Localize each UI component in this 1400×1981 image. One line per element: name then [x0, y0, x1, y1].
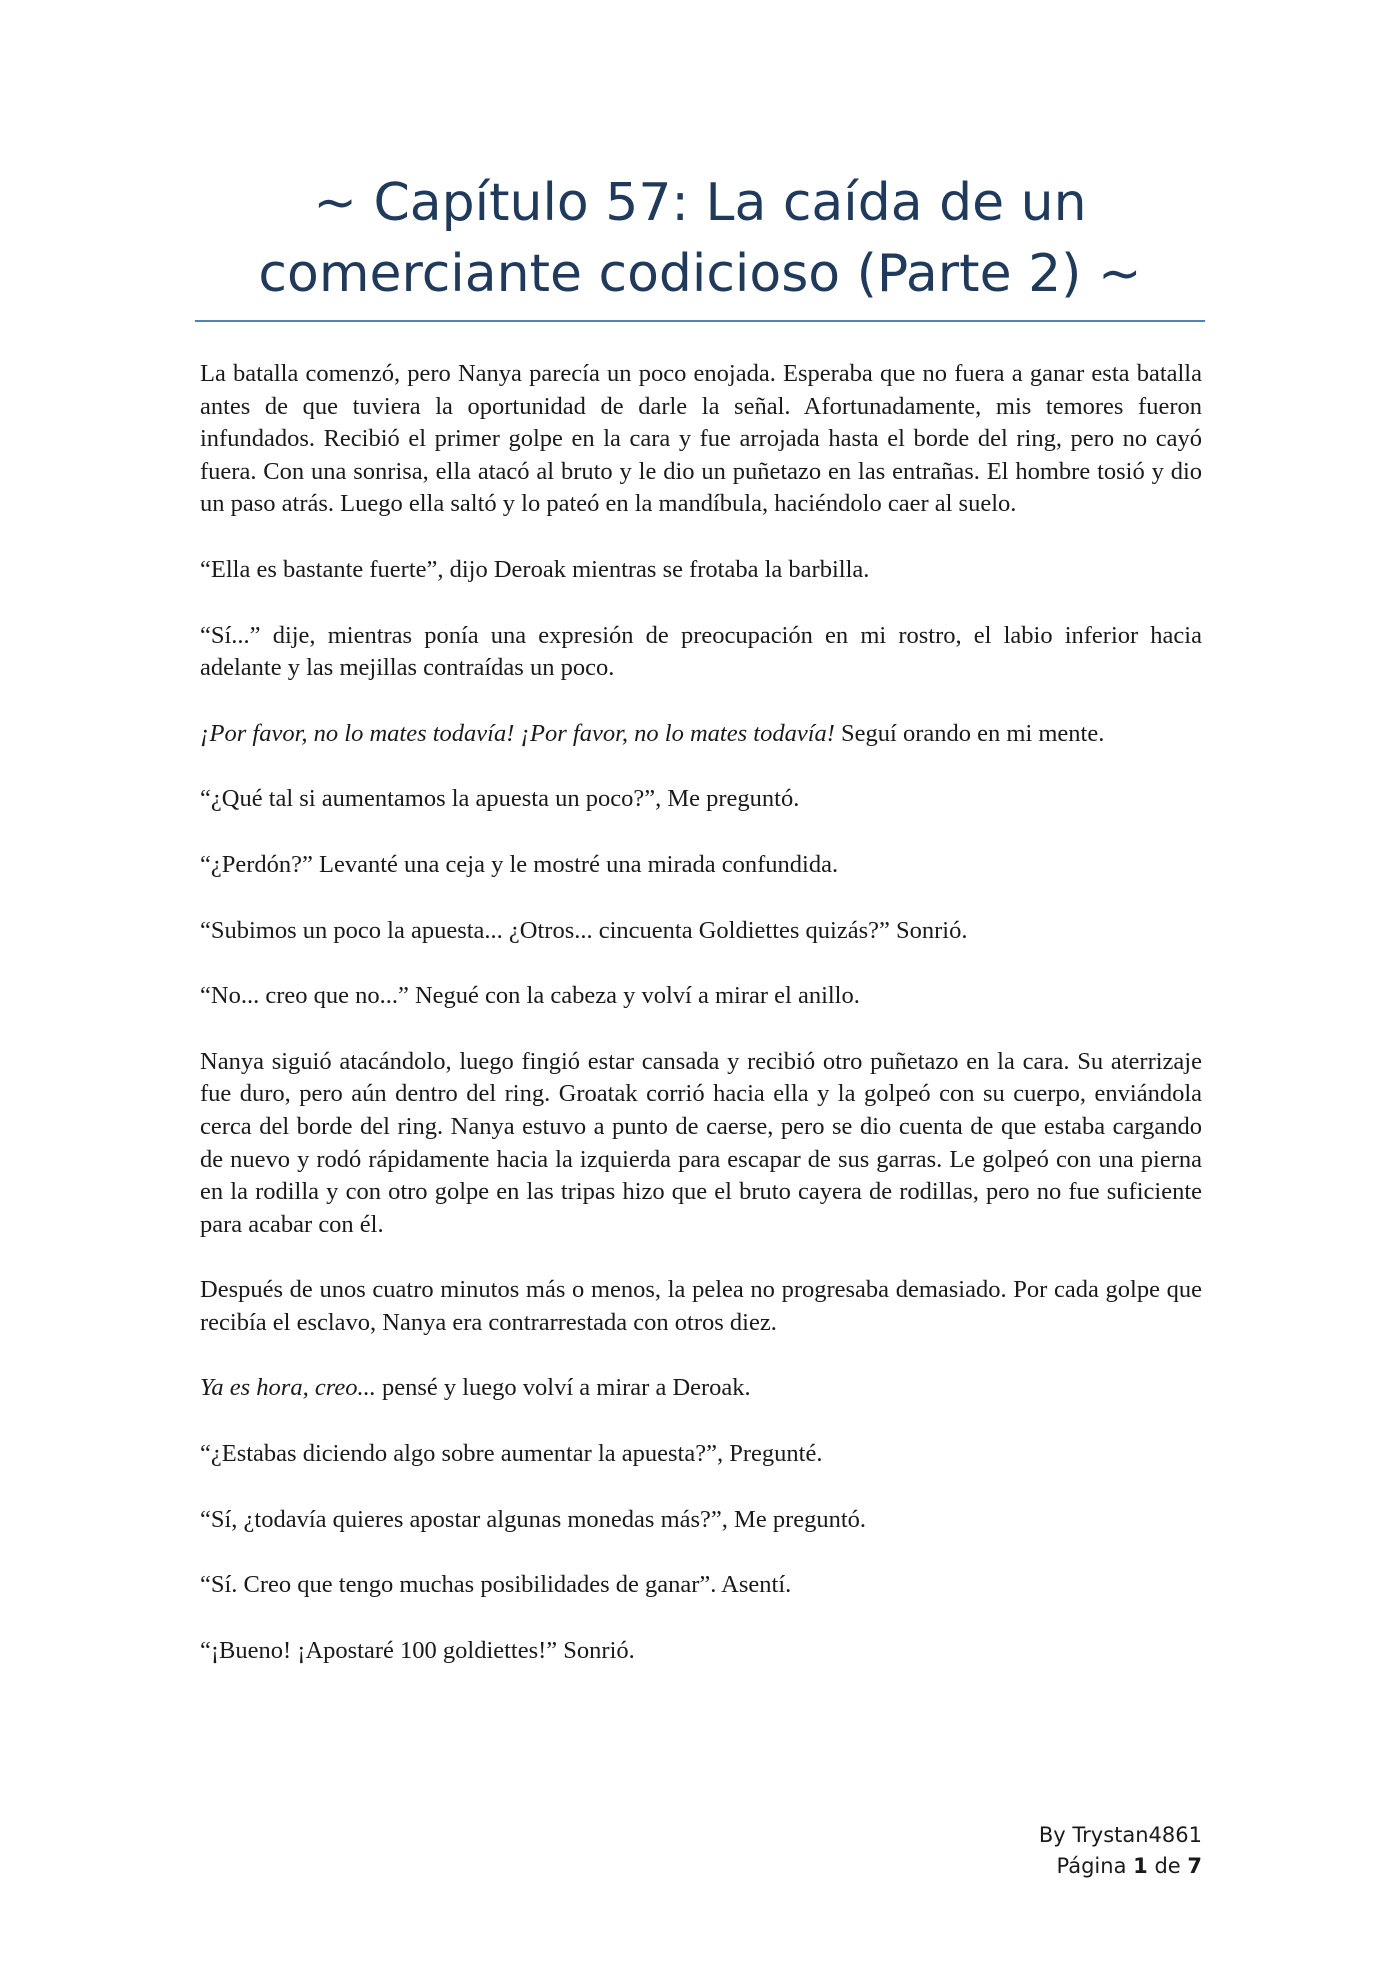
paragraph: “Ella es bastante fuerte”, dijo Deroak mientras se frotaba la barbilla.	[200, 555, 870, 583]
paragraph: “¿Estabas diciendo algo sobre aumentar la apuesta?”, Pregunté.	[200, 1440, 823, 1468]
italic-thought: Ya es hora, creo...	[200, 1374, 376, 1402]
title-underline	[195, 320, 1205, 322]
italic-thought: ¡Por favor, no lo mates todavía! ¡Por favor, no lo mates todavía!	[200, 719, 835, 747]
paragraph: “Sí, ¿todavía quieres apostar algunas monedas más?”, Me preguntó.	[200, 1505, 867, 1533]
paragraph: Nanya siguió atacándolo, luego fingió estar cansada y recibió otro puñetazo en la cara. Su aterrizaje fue duro, pero aún dentro del ring. Groatak corrió hacia ella y la golpeó con su cuerpo, enviándola cerca del borde del ring. Nanya estuvo a punto de caerse, pero se dio cuenta de que estaba cargando de nuevo y rodó rápidamente hacia la izquierda para escapar de sus garras. Le golpeó con una pierna en la rodilla y con otro golpe en las tripas hizo que el bruto cayera de rodillas, pero no fue suficiente para acabar con él.	[200, 1047, 1202, 1238]
chapter-title-line-1: ~ Capítulo 57: La caída de un	[313, 173, 1087, 233]
paragraph: “Sí. Creo que tengo muchas posibilidades de ganar”. Asentí.	[200, 1571, 792, 1599]
paragraph: Ya es hora, creo... pensé y luego volví a mirar a Deroak.	[200, 1374, 751, 1402]
page-footer	[1039, 1820, 1202, 1882]
chapter-body	[200, 358, 1202, 1700]
paragraph: “No... creo que no...” Negué con la cabeza y volví a mirar el anillo.	[200, 982, 860, 1010]
chapter-title-line-2: comerciante codicioso (Parte 2) ~	[258, 244, 1142, 304]
footer-author: By Trystan4861	[1038, 1823, 1202, 1847]
paragraph: “¿Perdón?” Levanté una ceja y le mostré una mirada confundida.	[200, 850, 839, 878]
paragraph: Después de unos cuatro minutos más o menos, la pelea no progresaba demasiado. Por cada golpe que recibía el esclavo, Nanya era contrarrestada con otros diez.	[200, 1276, 1202, 1336]
paragraph: ¡Por favor, no lo mates todavía! ¡Por favor, no lo mates todavía! Seguí orando en mi mente.	[200, 719, 1105, 747]
paragraph: “Subimos un poco la apuesta... ¿Otros... cincuenta Goldiettes quizás?” Sonrió.	[200, 916, 968, 944]
paragraph: “¿Qué tal si aumentamos la apuesta un poco?”, Me preguntó.	[200, 785, 800, 813]
paragraph: La batalla comenzó, pero Nanya parecía un poco enojada. Esperaba que no fuera a ganar esta batalla antes de que tuviera la oportunidad de darle la señal. Afortunadamente, mis temores fueron infundados. Recibió el primer golpe en la cara y fue arrojada hasta el borde del ring, pero no cayó fuera. Con una sonrisa, ella atacó al bruto y le dio un puñetazo en las entrañas. El hombre tosió y dio un paso atrás. Luego ella saltó y lo pateó en la mandíbula, haciéndolo caer al suelo.	[200, 360, 1202, 518]
chapter-title	[195, 168, 1205, 310]
paragraph: “Sí...” dije, mientras ponía una expresión de preocupación en mi rostro, el labio inferior hacia adelante y las mejillas contraídas un poco.	[200, 621, 1202, 682]
footer-page-number: Página 1 de 7	[1056, 1854, 1202, 1878]
paragraph: “¡Bueno! ¡Apostaré 100 goldiettes!” Sonrió.	[200, 1636, 635, 1664]
